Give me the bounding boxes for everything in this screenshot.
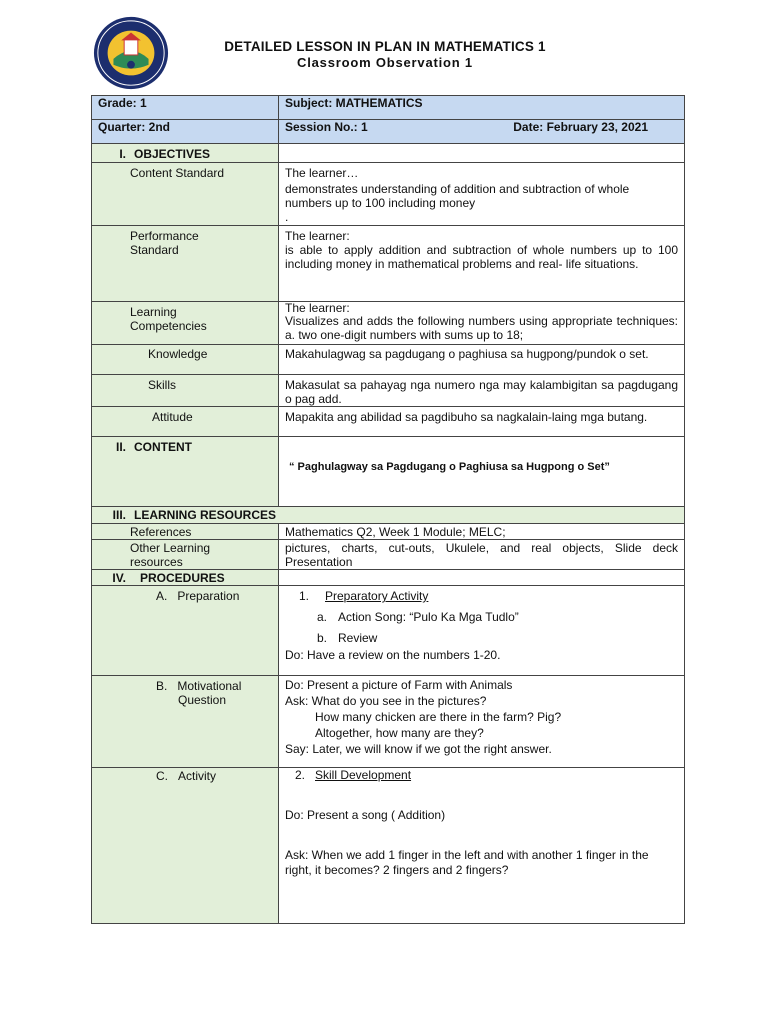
- preparation-content: 1. Preparatory Activity a. Action Song: “Pulo Ka Mga Tudlo” b. Review Do: Have a review on the numbers 1-20.: [279, 586, 685, 676]
- motivational-question-label: B. Motivational Question: [92, 676, 279, 768]
- knowledge-text: Makahulagwag sa pagdugang o paghiusa sa hugpong/pundok o set.: [279, 345, 685, 375]
- section-heading-resources: III. LEARNING RESOURCES: [92, 507, 685, 524]
- table-row: [92, 507, 685, 524]
- table-row: [92, 407, 685, 437]
- document-subtitle: Classroom Observation 1: [297, 55, 473, 70]
- document-title: DETAILED LESSON IN PLAN IN MATHEMATICS 1: [224, 39, 546, 54]
- learning-competencies-label: Learning Competencies: [92, 302, 279, 345]
- performance-standard-label: Performance Standard: [92, 226, 279, 302]
- table-row: [92, 586, 685, 676]
- table-row: [92, 345, 685, 375]
- section-heading-objectives: I. OBJECTIVES: [92, 144, 279, 163]
- content-topic: “ Paghulagway sa Pagdugang o Paghiusa sa Hugpong o Set”: [279, 437, 685, 507]
- learning-competencies-text: The learner: Visualizes and adds the following numbers using appropriate techniques: a. two one-digit numbers with sums up to 18;: [279, 302, 685, 345]
- skills-text: Makasulat sa pahayag nga numero nga may kalambigitan sa pagdugang o pag add.: [279, 375, 685, 407]
- lesson-plan-table: [91, 95, 685, 924]
- table-row: [92, 540, 685, 570]
- empty-cell: [279, 144, 685, 163]
- knowledge-label: Knowledge: [92, 345, 279, 375]
- attitude-text: Mapakita ang abilidad sa pagdibuho sa nagkalain-laing mga butang.: [279, 407, 685, 437]
- grade-cell: Grade: 1: [92, 96, 279, 120]
- school-seal: [92, 14, 170, 92]
- content-standard-label: Content Standard: [92, 163, 279, 226]
- performance-standard-text: The learner: is able to apply addition and subtraction of whole numbers up to 100 including money in mathematical problems and real- life situations.: [279, 226, 685, 302]
- table-row: [92, 676, 685, 768]
- content-standard-text: The learner… demonstrates understanding of addition and subtraction of whole numbers up to 100 including money .: [279, 163, 685, 226]
- table-row: [92, 302, 685, 345]
- skill-development-heading: Skill Development: [315, 768, 412, 782]
- table-row: [92, 375, 685, 407]
- references-label: References: [92, 524, 279, 540]
- table-row: [92, 144, 685, 163]
- table-row: [92, 570, 685, 586]
- skills-label: Skills: [92, 375, 279, 407]
- activity-label: C. Activity: [92, 768, 279, 924]
- other-resources-label: Other Learning resources: [92, 540, 279, 570]
- table-row: [92, 163, 685, 226]
- lesson-date: Date: February 23, 2021: [513, 120, 648, 134]
- activity-content: 2. Skill Development Do: Present a song ( Addition) Ask: When we add 1 finger in the left and with another 1 finger in the right, it becomes? 2 fingers and 2 fingers?: [279, 768, 685, 924]
- table-row: [92, 437, 685, 507]
- motivational-question-content: Do: Present a picture of Farm with Animals Ask: What do you see in the pictures? How many chicken are there in the farm? Pig? Altogether, how many are they? Say: Later, we will know if we got the right answer.: [279, 676, 685, 768]
- section-heading-procedures: IV. PROCEDURES: [92, 570, 279, 586]
- table-row: [92, 226, 685, 302]
- preparation-label: A. Preparation: [92, 586, 279, 676]
- other-resources-text: pictures, charts, cut-outs, Ukulele, and real objects, Slide deck Presentation: [279, 540, 685, 570]
- table-row: [92, 768, 685, 924]
- references-text: Mathematics Q2, Week 1 Module; MELC;: [279, 524, 685, 540]
- quarter-cell: Quarter: 2nd: [92, 120, 279, 144]
- session-date-cell: [279, 120, 685, 144]
- session-number: Session No.: 1: [285, 120, 368, 134]
- table-row: [92, 524, 685, 540]
- empty-cell: [279, 570, 685, 586]
- table-row: [92, 96, 685, 120]
- table-row: [92, 120, 685, 144]
- subject-cell: Subject: MATHEMATICS: [279, 96, 685, 120]
- attitude-label: Attitude: [92, 407, 279, 437]
- section-heading-content: II. CONTENT: [92, 437, 279, 507]
- preparatory-activity-heading: Preparatory Activity: [325, 589, 429, 603]
